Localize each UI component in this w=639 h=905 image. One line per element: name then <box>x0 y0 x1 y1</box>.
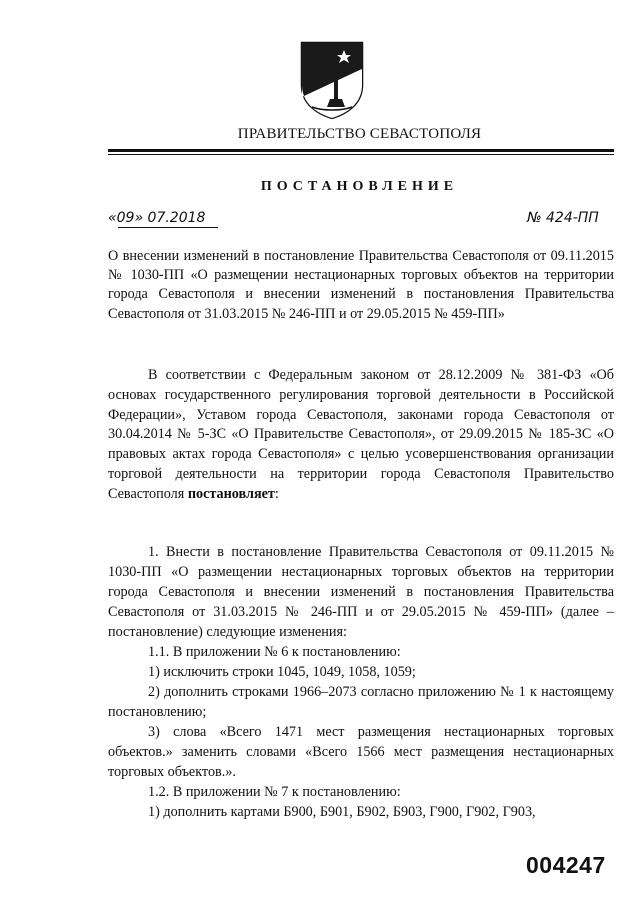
date-underline <box>118 227 218 228</box>
document-subject: О внесении изменений в постановление Правительства Севастополя от 09.11.2015 № 1030-ПП «О размещении нестационарных торговых объектов на территории города Севастополя и внесении изменений в постановления Правительства Севастополя от 31.03.2015 № 246-ПП и от 29.05.2015 № 459-ПП» <box>108 248 614 322</box>
header-rule-thick <box>108 149 614 152</box>
body-paragraph-1: 1. Внести в постановление Правительства Севастополя от 09.11.2015 № 1030-ПП «О размещении нестационарных торговых объектов на территории города Севастополя и внесении изменений в постановления Правительства Севастополя от 31.03.2015 № 246-ПП и от 29.05.2015 № 459-ПП» (далее – постановление) следующие изменения: <box>108 544 614 640</box>
sevastopol-coat-of-arms-icon <box>298 41 366 119</box>
document-number: № 424-ПП <box>527 210 599 226</box>
body-paragraph-item-1b: 1) дополнить картами Б900, Б901, Б902, Б903, Г900, Г902, Г903, <box>148 804 536 820</box>
document-body <box>108 542 614 822</box>
body-paragraph-item-1: 1) исключить строки 1045, 1049, 1058, 1059; <box>148 664 416 680</box>
government-title: ПРАВИТЕЛЬСТВО СЕВАСТОПОЛЯ <box>237 126 482 142</box>
preamble <box>108 366 614 505</box>
body-paragraph-1-2: 1.2. В приложении № 7 к постановлению: <box>148 784 401 800</box>
preamble-bold: постановляет <box>187 485 275 502</box>
document-date: «09» 07.2018 <box>108 210 206 226</box>
preamble-text: В соответствии с Федеральным законом от 28.12.2009 № 381-ФЗ «Об основах государственного регулирования торговой деятельности в Российской Федерации», Уставом города Севастополя, законами города Севастополя от 30.04.2014 № 5-ЗС «О Правительстве Севастополя», от 29.09.2015 № 185-ЗС «О правовых актах города Севастополя» с целью усовершенствования организации торговой деятельности на территории города Севастополя Правительство Севастополя <box>108 367 614 502</box>
body-paragraph-item-2: 2) дополнить строками 1966–2073 согласно приложению № 1 к настоящему постановлению; <box>108 684 614 720</box>
preamble-tail: : <box>274 485 279 502</box>
serial-number: 004247 <box>526 852 606 878</box>
body-paragraph-1-1: 1.1. В приложении № 6 к постановлению: <box>148 644 401 660</box>
header-rule-thin <box>108 154 614 155</box>
document-type: ПОСТАНОВЛЕНИЕ <box>260 179 459 194</box>
body-paragraph-item-3: 3) слова «Всего 1471 мест размещения нестационарных торговых объектов.» заменить словами «Всего 1566 мест размещения нестационарных торговых объектов.». <box>108 724 614 780</box>
